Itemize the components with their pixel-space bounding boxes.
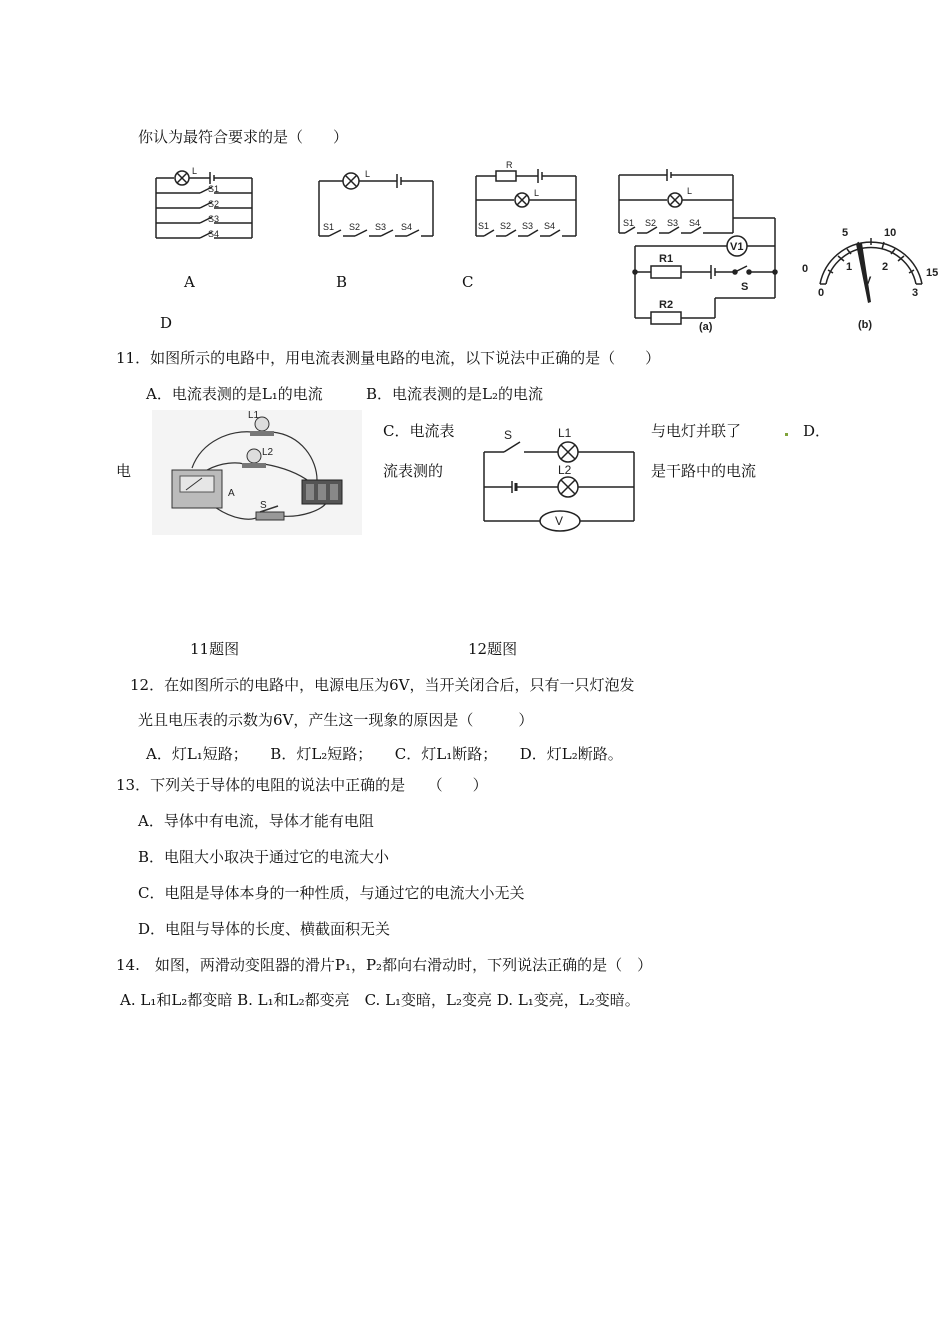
fig-a-s-label: S [741,281,749,293]
circuit-b-s4-label: S4 [401,222,413,232]
fig-a-r1-label: R1 [659,253,674,265]
q12-l2-label: L2 [558,463,572,477]
q11-photo-l2-label: L2 [262,447,274,458]
circuit-c-lamp-label: L [534,188,540,198]
q10-option-a[interactable]: A [184,273,195,291]
q11-circuit-photo [152,410,362,535]
q11-option-d-head[interactable]: D． [803,422,831,440]
q12-circuit-diagram [480,425,640,528]
circuit-d-s2-label: S2 [645,218,657,228]
circuit-d-s1-label: S1 [623,218,635,228]
circuit-a-diagram [150,168,260,243]
q11-option-b[interactable]: B．电流表测的是L₂的电流 [366,385,543,403]
dial-lower-tick-1: 1 [846,261,853,273]
voltmeter-dial-figure-b [798,222,943,332]
circuit-a-lamp-label: L [192,166,198,176]
q11-photo-l1-label: L1 [248,410,260,421]
fig-a-r2-label: R2 [659,299,674,311]
q13-stem: 13．下列关于导体的电阻的说法中正确的是 （ ） [116,776,488,794]
circuit-b-s2-label: S2 [349,222,361,232]
dial-upper-tick-15: 15 [926,267,939,279]
circuit-b-s1-label: S1 [323,222,335,232]
q10-option-d[interactable]: D [160,314,173,332]
dial-unit-v: V [864,275,872,287]
fig-a-v1-label: V1 [730,241,744,253]
q14-stem: 14. 如图，两滑动变阻器的滑片P₁，P₂都向右滑动时，下列说法正确的是（ ） [116,956,653,974]
q12-l1-label: L1 [558,426,572,440]
circuit-a-s2-label: S2 [208,199,220,209]
dial-lower-tick-2: 2 [882,261,889,273]
circuit-d-s3-label: S3 [667,218,679,228]
circuit-d-and-figure-a [615,168,785,333]
q11-option-d-part1[interactable]: 电 [116,462,132,480]
q12-voltmeter-label: V [555,514,564,528]
q10-option-c[interactable]: C [462,273,474,291]
dial-lower-tick-0: 0 [818,287,825,299]
q12-stem-line2: 光且电压表的示数为6V，产生这一现象的原因是（ ） [138,711,534,729]
q11-option-a[interactable]: A．电流表测的是L₁的电流 [146,385,323,403]
q11-option-d-part3[interactable]: 是干路中的电流 [651,462,757,480]
q11-photo-a-label: A [228,488,235,499]
fig-a-caption: (a) [699,321,713,333]
q11-option-c-part1[interactable]: C．电流表 [383,422,455,440]
q13-option-d[interactable]: D．电阻与导体的长度、横截面积无关 [138,920,391,938]
q13-option-a[interactable]: A．导体中有电流，导体才能有电阻 [138,812,374,830]
circuit-b-lamp-label: L [365,169,371,179]
circuit-c-diagram [472,158,582,243]
q11-option-d-part2[interactable]: 流表测的 [383,462,444,480]
circuit-d-lamp-label: L [687,186,693,196]
circuit-c-s4-label: S4 [544,221,556,231]
q11-photo-s-label: S [260,500,267,511]
circuit-a-s1-label: S1 [208,184,220,194]
q11-figure-caption: 11题图 [190,640,240,658]
circuit-a-s4-label: S4 [208,229,220,239]
dial-upper-tick-10: 10 [884,227,897,239]
circuit-c-s1-label: S1 [478,221,490,231]
circuit-b-s3-label: S3 [375,222,387,232]
dial-upper-tick-0: 0 [802,263,809,275]
circuit-b-diagram [315,168,440,243]
q12-switch-label: S [504,428,513,442]
circuit-c-s2-label: S2 [500,221,512,231]
q10-prompt: 你认为最符合要求的是（ ） [138,128,349,146]
q12-stem-line1: 12．在如图所示的电路中，电源电压为6V，当开关闭合后，只有一只灯泡发 [130,676,635,694]
dial-upper-tick-5: 5 [842,227,849,239]
fig-b-caption: (b) [858,319,873,331]
q12-figure-caption: 12题图 [468,640,518,658]
q13-option-c[interactable]: C．电阻是导体本身的一种性质，与通过它的电流大小无关 [138,884,525,902]
q11-option-c-part2[interactable]: 与电灯并联了 [651,422,742,440]
q10-option-b[interactable]: B [336,273,348,291]
dial-lower-tick-3: 3 [912,287,919,299]
stray-dot [785,433,788,436]
circuit-c-s3-label: S3 [522,221,534,231]
circuit-c-r-label: R [506,160,513,170]
q13-option-b[interactable]: B．电阻大小取决于通过它的电流大小 [138,848,390,866]
circuit-d-s4-label: S4 [689,218,701,228]
circuit-a-s3-label: S3 [208,214,220,224]
q12-options[interactable]: A．灯L₁短路； B．灯L₂短路； C．灯L₁断路； D．灯L₂断路。 [146,745,623,763]
q11-stem: 11．如图所示的电路中，用电流表测量电路的电流，以下说法中正确的是（ ） [116,349,661,367]
q14-options[interactable]: A. L₁和L₂都变暗 B. L₁和L₂都变亮 C. L₁变暗，L₂变亮 D. L₁变亮，L₂变暗。 [120,991,640,1009]
